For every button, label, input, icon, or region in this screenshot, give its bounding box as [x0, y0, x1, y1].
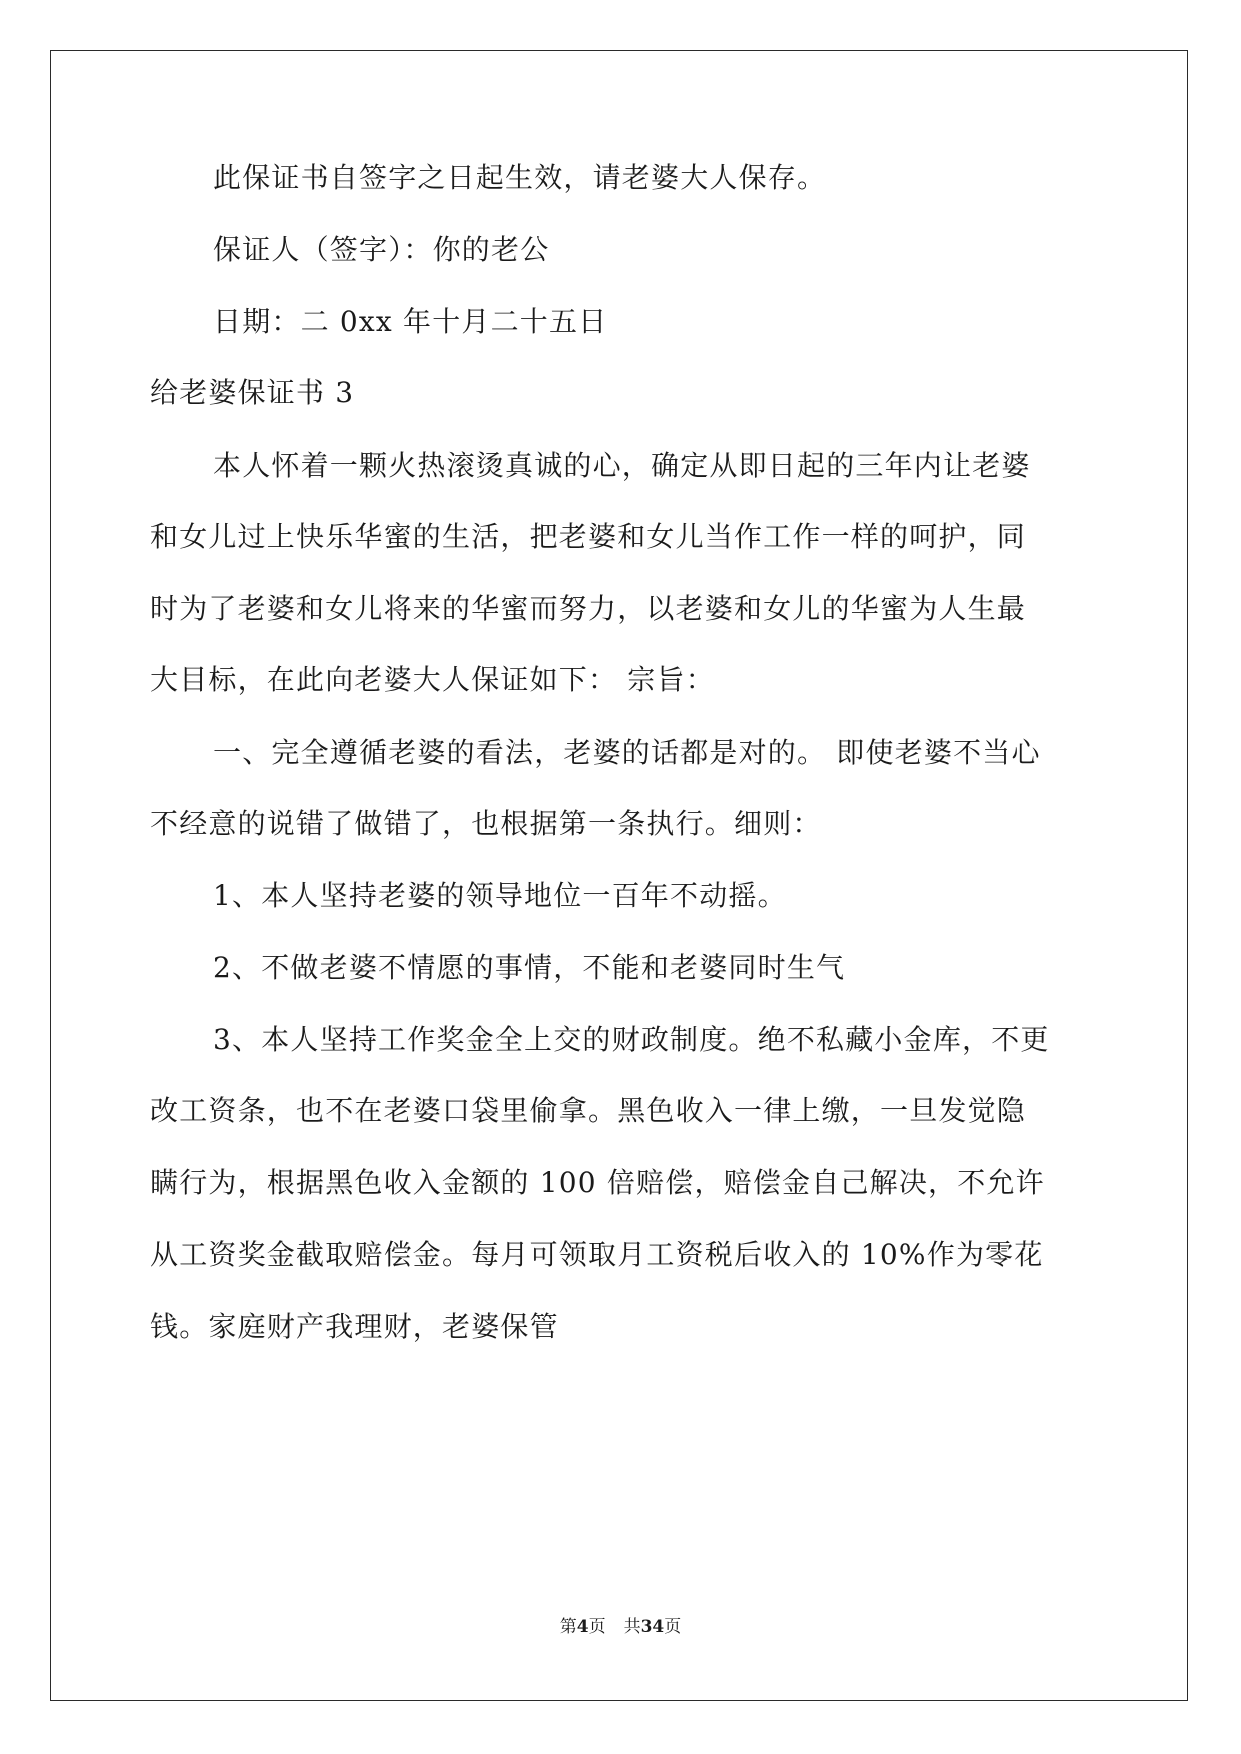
total-suffix: 页: [664, 1617, 682, 1637]
paragraph-line: 此保证书自签字之日起生效，请老婆大人保存。: [213, 161, 827, 194]
page-prefix: 第: [559, 1617, 577, 1637]
paragraph-line: 本人怀着一颗火热滚烫真诚的心，确定从即日起的三年内让老婆: [213, 449, 1031, 482]
paragraph-line: 改工资条，也不在老婆口袋里偷拿。黑色收入一律上缴，一旦发觉隐: [150, 1094, 1027, 1127]
total-pages: 34: [640, 1617, 665, 1637]
paragraph-line: 大目标，在此向老婆大人保证如下： 宗旨：: [150, 663, 715, 696]
paragraph-line: 时为了老婆和女儿将来的华蜜而努力，以老婆和女儿的华蜜为人生最: [150, 592, 1027, 625]
list-item: 1、本人坚持老婆的领导地位一百年不动摇。: [213, 879, 787, 912]
paragraph-line: 日期：二 0xx 年十月二十五日: [213, 305, 608, 338]
page-suffix: 页: [588, 1617, 606, 1637]
page-number: 4: [576, 1617, 589, 1637]
section-heading: 给老婆保证书 3: [150, 376, 355, 409]
paragraph-line: 钱。家庭财产我理财，老婆保管: [150, 1310, 559, 1343]
list-item: 3、本人坚持工作奖金全上交的财政制度。绝不私藏小金库，不更: [213, 1023, 1050, 1056]
paragraph-line: 保证人（签字）：你的老公: [213, 233, 550, 266]
paragraph-line: 瞒行为，根据黑色收入金额的 100 倍赔偿，赔偿金自己解决，不允许: [150, 1166, 1045, 1199]
paragraph-line: 和女儿过上快乐华蜜的生活，把老婆和女儿当作工作一样的呵护，同: [150, 520, 1027, 553]
paragraph-line: 从工资奖金截取赔偿金。每月可领取月工资税后收入的 10%作为零花: [150, 1238, 1044, 1271]
page-footer: [0, 1612, 1241, 1637]
paragraph-line: 一、完全遵循老婆的看法，老婆的话都是对的。 即使老婆不当心: [213, 736, 1041, 769]
total-prefix: 共: [623, 1617, 641, 1637]
paragraph-line: 不经意的说错了做错了，也根据第一条执行。细则：: [150, 807, 822, 840]
list-item: 2、不做老婆不情愿的事情，不能和老婆同时生气: [213, 951, 846, 984]
